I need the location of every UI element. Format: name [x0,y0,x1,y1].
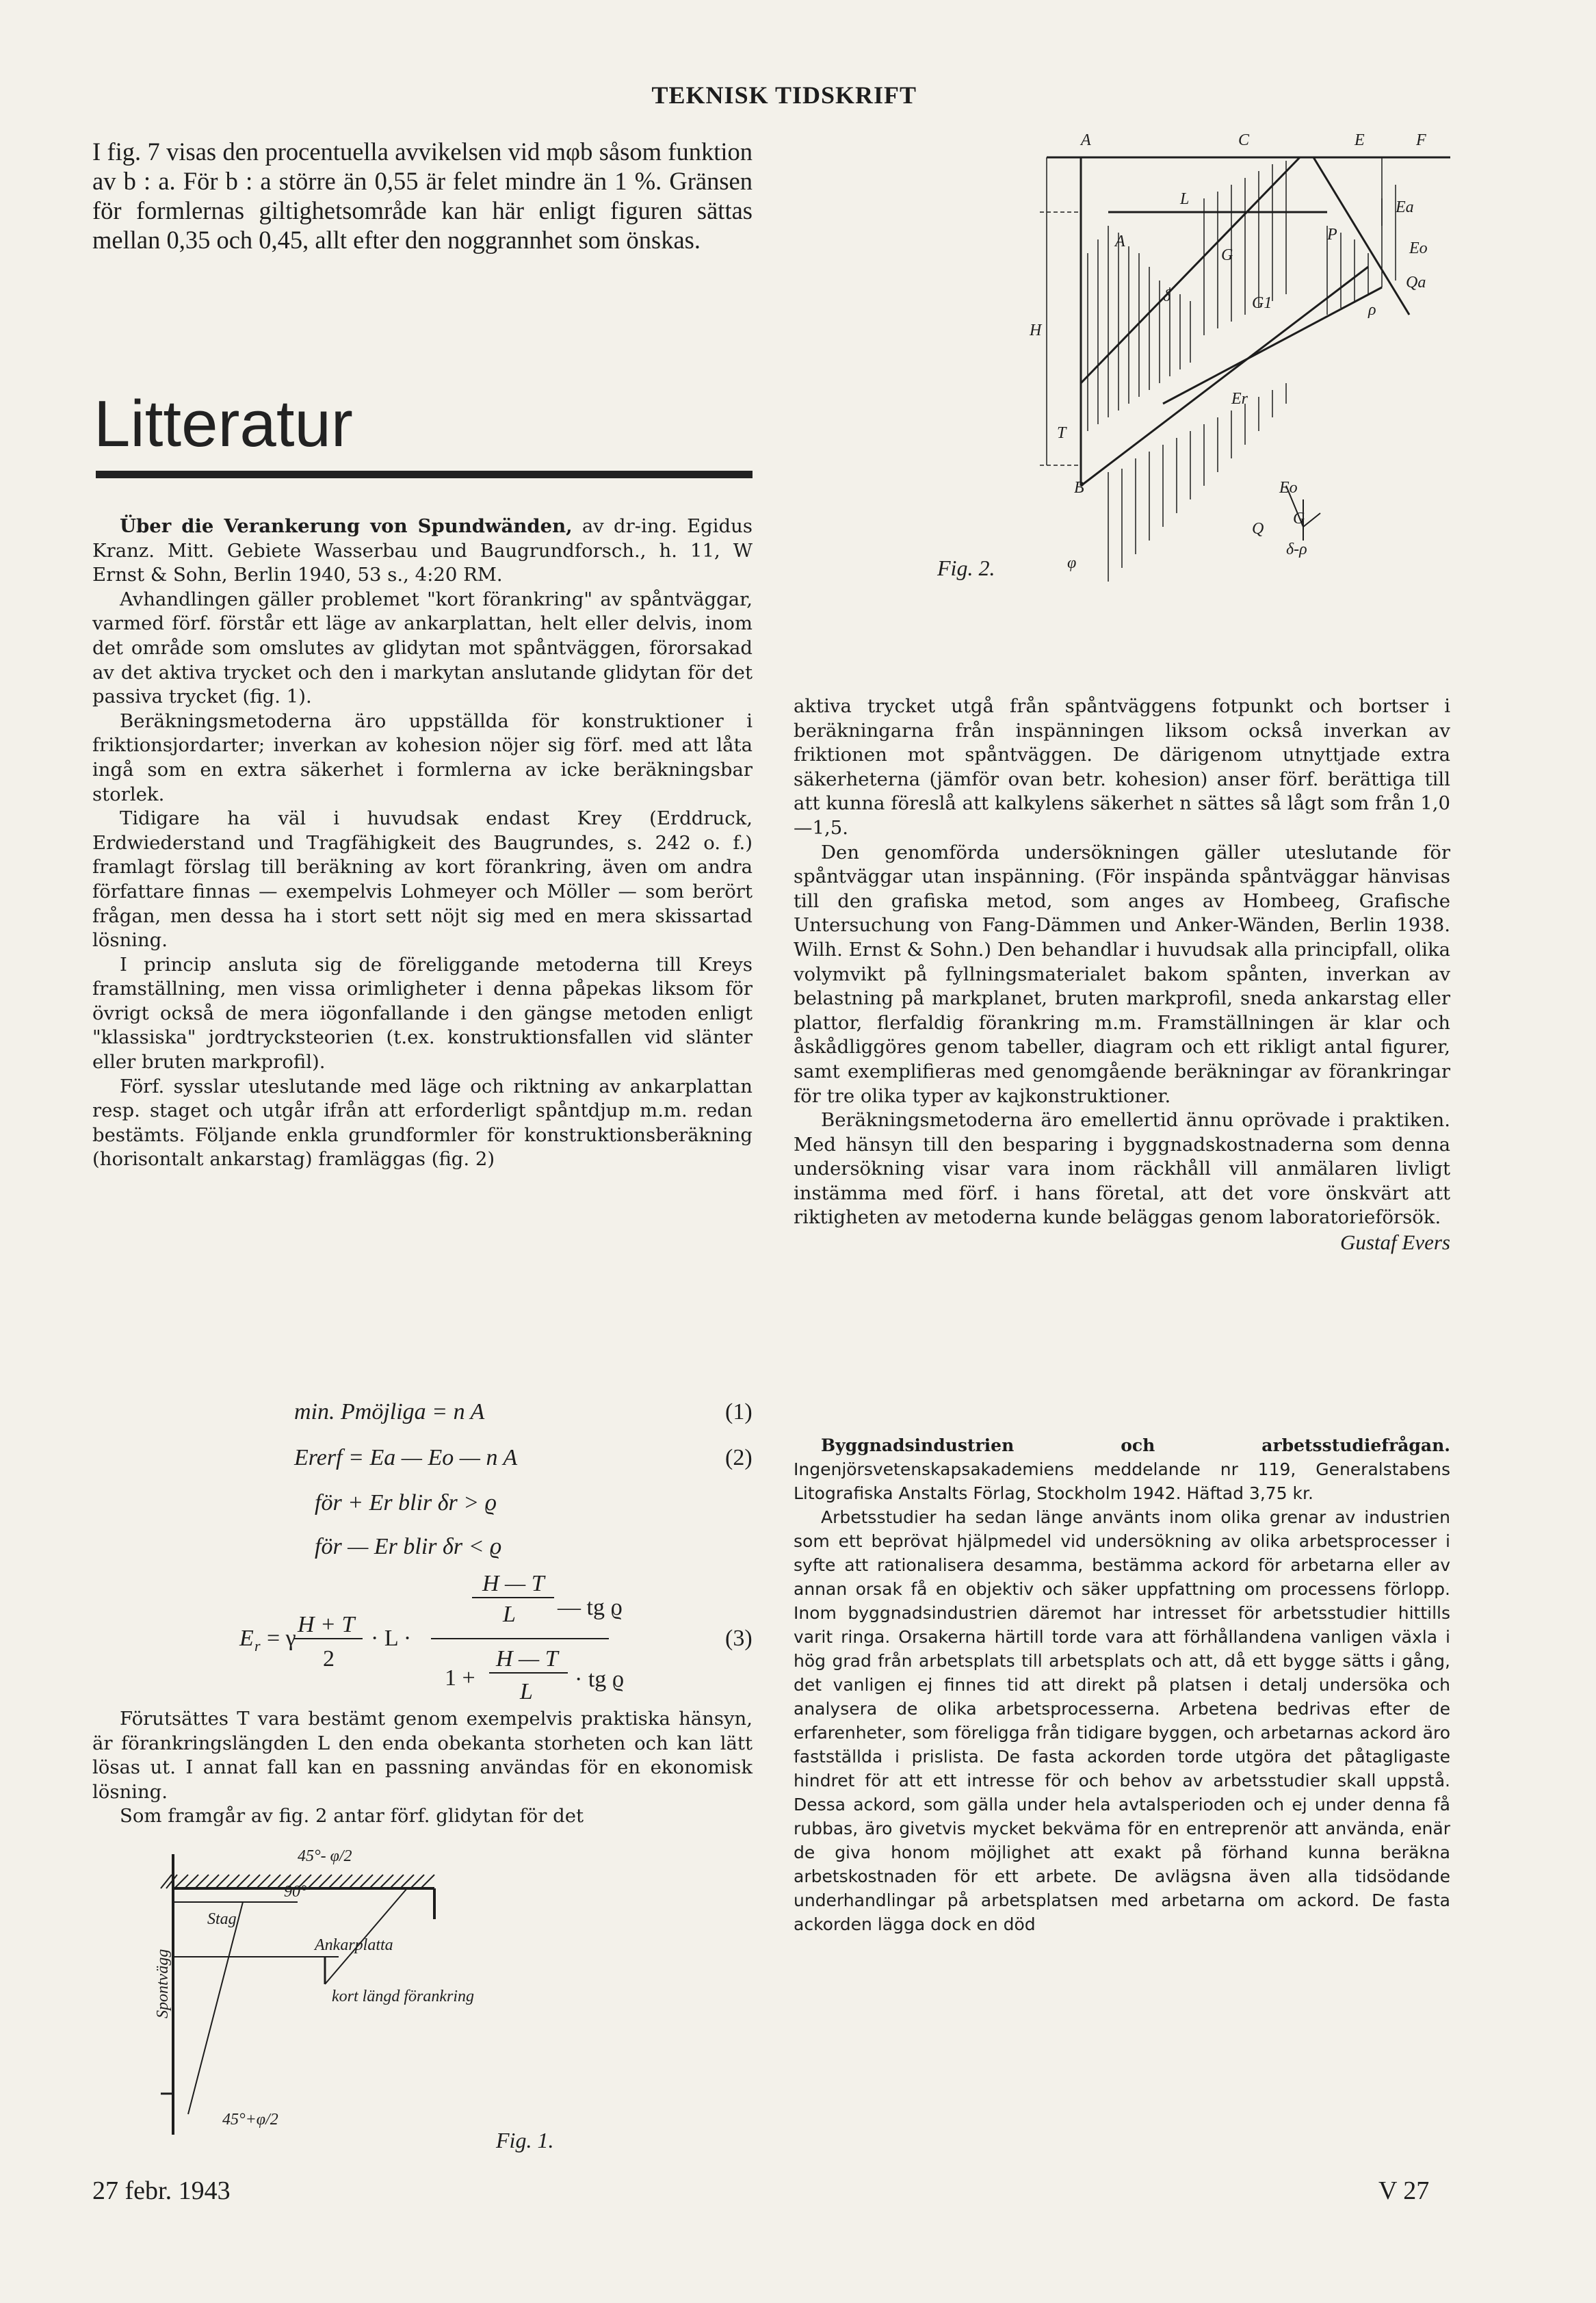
review1-citation: av dr-ing. Egidus Kranz. Mitt. Gebiete Wasserbau und Baugrundforsch., h. 11, W Ernst & Sohn, Berlin 1940, 53 s., 4:20 RM. [92,515,753,586]
figure-1 [154,1847,544,2148]
fig2-label-10: Ea [1396,198,1414,216]
fig2-label-22: φ [1067,554,1077,572]
svg-text:1 +: 1 + [445,1665,475,1691]
svg-text:H + T: H + T [298,1612,355,1637]
fig2-label-8: G [1221,246,1233,264]
fig1-label-2: Stag [207,1910,237,1928]
fig2-label-9: Eo [1409,239,1428,257]
svg-text:2: 2 [323,1646,335,1671]
footer-date: 27 febr. 1943 [92,2176,231,2205]
fig1-label-3: Spontvägg [154,1949,172,2018]
review1-left-bottom [92,1707,753,1829]
fig2-label-2: E [1355,131,1365,149]
fig1-label-1: 90° [284,1883,307,1901]
review1-r3: Beräkningsmetoderna äro emellertid ännu oprövade i praktiken. Med hänsyn till den besparing i byggnadskostnaderna som denna undersökning visar vara inom räckhåll vill anmälaren livligt instämma med förf. i hans företal, att det vore önskvärt att riktigheten av metoderna kunde beläggas genom laboratorieförsök. [794,1109,1450,1229]
svg-text:· tg ϱ: · tg ϱ [575,1667,625,1692]
review1-right [794,694,1450,1255]
review1-r2: Den genomförda undersökningen gäller uteslutande för spåntväggar utan inspänning. (För inspända spåntväggar hänvisas till den grafiska metod, som anges av Hombeeg, Grafische Untersuchung von Fang-Dämmen und Anker-Wänden, Berlin 1938. Wilh. Ernst & Sohn.) Den behandlar i huvudsak alla principfall, olika volymvikt på fyllningsmaterialet bakom spånten, inverkan av belastning på markplanet, bruten markprofil, sneda ankarstag eller plattor, flerfaldig förankring m.m. Framställningen är klar och åskådliggöres genom tabeller, diagram och ett rikligt antal figurer, samt exemplifieras med genomgående beräkningar av förankringar för tre olika typer av kajkonstruktioner. [794,841,1450,1107]
equation-2b: för — Er blir δr < ϱ [315,1534,502,1559]
fig2-label-12: Er [1231,390,1248,408]
fig2-label-13: T [1057,424,1067,442]
figure-1-caption: Fig. 1. [496,2128,554,2152]
review1-signature: Gustaf Evers [1339,1230,1450,1255]
fig2-label-1: C [1238,131,1250,149]
heading-rule [96,471,753,478]
equation-2-number: (2) [725,1445,753,1470]
svg-text:L: L [503,1602,516,1627]
fig1-label-5: kort längd förankring [332,1988,474,2005]
intro-text: I fig. 7 visas den procentuella avvikelsen vid mφb såsom funktion av b : a. För b : a större än 0,55 är felet mindre än 1 %. Gränsen för formlernas giltighetsområde kan här enligt figuren sättas mellan 0,35 och 0,45, allt efter den noggrannhet som önskas. [92,138,753,254]
review1-p5: Förf. sysslar uteslutande med läge och riktning av ankarplattan resp. staget och utgår ifrån att erforderligt spåntdjup m.m. redan bestämts. Följande enkla grundformler för konstruktionsberäkning (horisontalt ankarstag) framläggas (fig. 2) [92,1075,753,1171]
fig2-label-6: A [1115,233,1125,250]
svg-text:r: r [254,1637,261,1654]
svg-text:— tg ϱ: — tg ϱ [558,1595,623,1620]
footer-page: V 27 [1378,2176,1430,2205]
fig2-label-5: H [1030,322,1042,339]
section-heading: Litteratur [94,387,353,460]
fig1-label-4: Ankarplatta [315,1936,393,1954]
review2-p1: Arbetsstudier ha sedan länge använts inom olika grenar av industrien som ett beprövat hjälpmedel vid undersökning av olika arbetsprocesser i syfte att rationalisera desamma, bestämma ackord för arbetarna eller av annan orsak få en objektiv och säker uppfattning om processens förlopp. Inom byggnadsindustrien däremot har intresset för arbetsstudier hittills varit ringa. Orsakerna härtill torde vara att förhållandena vanligen växla i hög grad från arbetsplats till arbetsplats och att, då ett bygge sätts i gång, det vanligen ej finnes tid att direkt på platsen i detalj undersöka och analysera de olika arbetsprocesserna. Arbetena bedrivas efter de erfarenheter, som föreligga från tidigare byggen, och arbetarnas ackord äro fastställda i prislista. De fasta ackorden torde utgöra det påtagligaste hindret för att ett intresse för och behov av arbetsstudier skall uppstå. Dessa ackord, som gälla under hela avtalsperioden och ej under denna få rubbas, äro givetvis mycket bekväma för en entreprenör att använda, enär de giva honom möjlighet att exakt på förhand kunna beräkna arbetskostnaden för ett arbete. De avlägsna även alla tidsödande underhandlingar på arbetsplatsen med arbetarna om ackord. De fasta ackorden lägga dock en död [794,1507,1450,1934]
fig2-label-11: G1 [1252,294,1272,312]
fig2-label-16: Q [1252,520,1264,538]
review1-p4: I princip ansluta sig de föreliggande metoderna till Kreys framställning, men vissa orimligheter i denna påpekas liksom för övrigt också de mera iögonfallande i den gängse metoden enligt "klassiska" jordtrycksteorien (t.ex. konstruktionsfallen vid slänter eller bruten markprofil). [92,953,753,1074]
svg-text:= γ: = γ [267,1626,296,1651]
equation-1: min. Pmöjliga = n A [294,1399,485,1424]
review2-citation: Ingenjörsvetenskapsakademiens meddelande nr 119, Generalstabens Litografiska Anstalts Förlag, Stockholm 1942. Häftad 3,75 kr. [794,1459,1450,1503]
fig2-label-3: F [1416,131,1426,149]
fig1-label-0: 45°- φ/2 [298,1847,352,1865]
review1-p3: Tidigare ha väl i huvudsak endast Krey (Erddruck, Erdwiederstand und Tragfähigkeit des Baugrundes, s. 242 o. f.) framlagt förslag till beräkning av kort förankring, även om andra författare finnas — exempelvis Lohmeyer och Möller — som berört frågan, men dessa ha i stort sett nöjt sig med en mera skissartad lösning. [92,807,753,952]
review2-title: Byggnadsindustrien och arbetsstudiefrågan. [821,1435,1450,1455]
intro-paragraph [92,137,753,255]
svg-text:H — T: H — T [482,1571,545,1596]
equation-2a: för + Er blir δr > ϱ [315,1490,497,1515]
review1-title: Über die Verankerung von Spundwänden, [120,515,573,537]
fig2-label-20: ρ [1368,301,1376,319]
fig2-label-7: P [1327,226,1337,244]
svg-text:· L ·: · L · [371,1626,412,1651]
fig2-label-14: B [1074,479,1084,497]
review1-p2: Beräkningsmetoderna äro uppställda för konstruktioner i friktionsjordarter; inverkan av kohesion nöjer sig förf. med att låta ingå som en extra säkerhet i formlerna av icke beräkningsbar storlek. [92,710,753,805]
fig2-label-4: L [1180,190,1190,208]
fig1-label-6: 45°+φ/2 [222,2111,278,2129]
fig2-label-0: A [1081,131,1091,149]
review1-p6: Förutsättes T vara bestämt genom exempelvis praktiska hänsyn, är förankringslängden L den enda obekanta storheten och kan lätt lösas ut. I annat fall kan en passning användas för en ekonomisk lösning. [92,1708,753,1803]
svg-text:E: E [239,1626,254,1651]
fig2-label-19: Qa [1406,274,1426,291]
review1-r1: aktiva trycket utgå från spåntväggens fotpunkt och bortser i beräkningarna från inspänningen liksom också inverkan av friktionen mot spåntväggen. De därigenom utnyttjade extra säkerheterna (jämför ovan betr. kohesion) anser förf. berättiga till att kunna föreslå att kalkylens säkerhet n sättes så lågt som från 1,0—1,5. [794,695,1450,839]
journal-header: TEKNISK TIDSKRIFT [651,81,917,109]
equation-2: Ererf = Ea — Eo — n A [294,1445,518,1470]
fig2-label-15: Eo [1279,479,1298,497]
review1-p7: Som framgår av fig. 2 antar förf. glidytan för det [120,1805,584,1827]
fig2-label-17: G [1293,510,1305,528]
review1-p1: Avhandlingen gäller problemet "kort förankring" av spåntväggar, varmed förf. förstår ett läge av ankarplattan, helt eller delvis, inom det område som omslutes av glidytan mot spåntväggen, förorsakad av det aktiva trycket och den i markytan anslutande glidytan för det passiva trycket (fig. 1). [92,588,753,708]
figure-2-caption: Fig. 2. [937,556,995,580]
review1-left [92,515,753,1172]
equation-1-number: (1) [725,1399,753,1424]
equation-3 [171,1570,753,1707]
figure-2 [1026,130,1457,602]
fig2-label-21: δ [1163,287,1171,305]
fig2-label-18: δ-ρ [1286,541,1307,558]
review2 [794,1433,1450,1936]
svg-text:L: L [520,1679,533,1704]
equation-3-number: (3) [725,1626,753,1651]
svg-text:H — T: H — T [496,1646,558,1671]
